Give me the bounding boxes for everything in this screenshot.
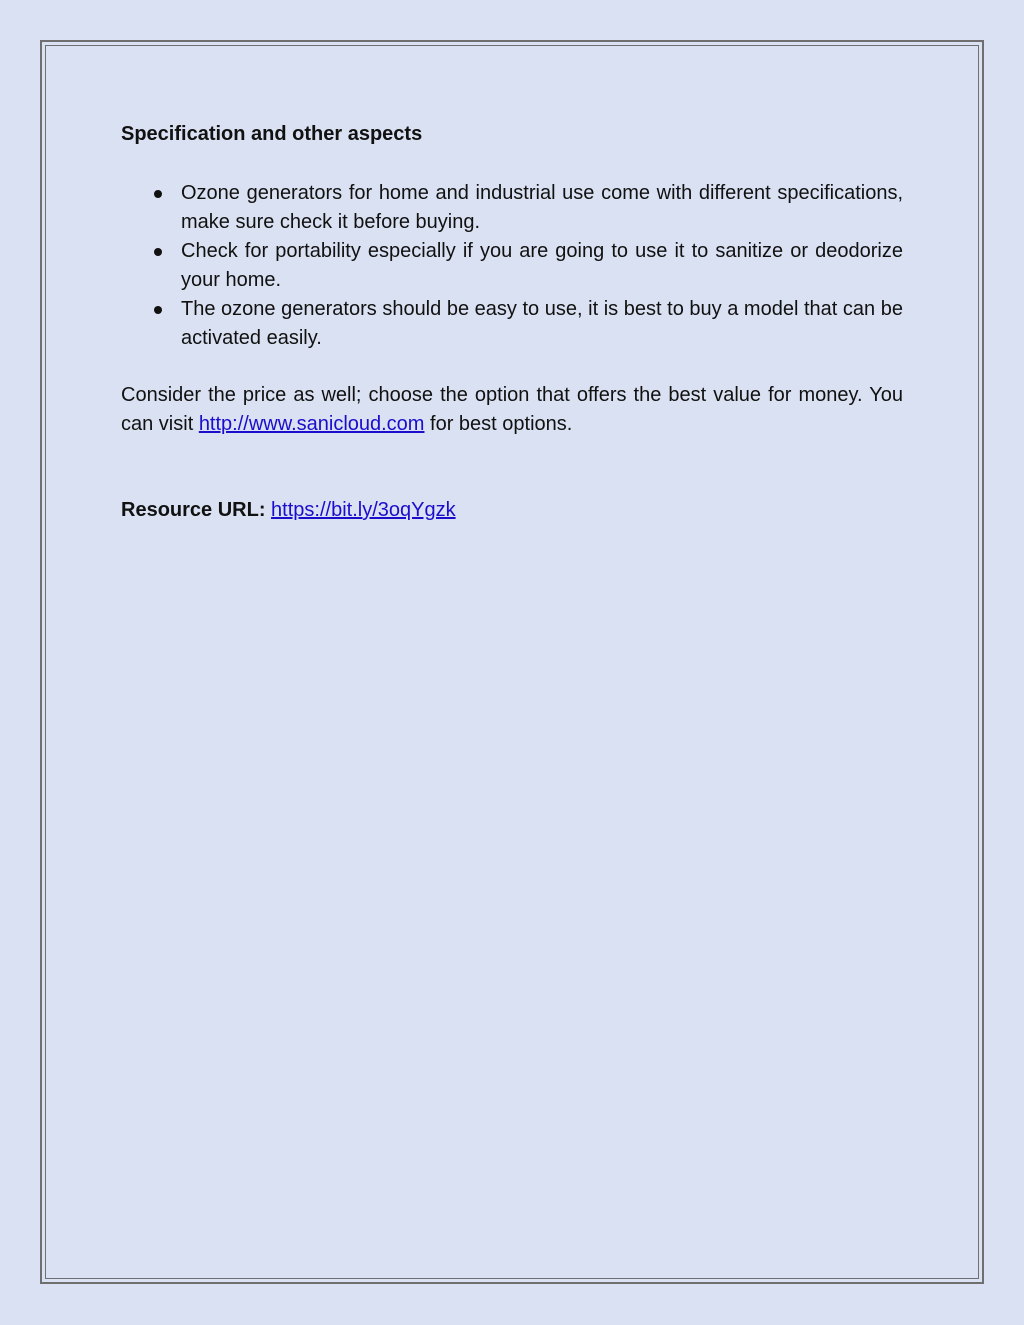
list-item (121, 237, 903, 295)
resource-label: Resource URL: (121, 499, 266, 521)
bullet-icon (154, 248, 162, 256)
list-item (121, 295, 903, 353)
list-item (121, 179, 903, 237)
price-paragraph (121, 381, 903, 439)
bullet-icon (154, 306, 162, 314)
list-item-text: Ozone generators for home and industrial use come with different specifications, make sure check it before buying. (181, 182, 903, 233)
section-heading: Specification and other aspects (121, 123, 423, 145)
resource-link[interactable]: https://bit.ly/3oqYgzk (271, 499, 456, 521)
resource-line (121, 496, 903, 525)
price-text: Consider the price as well; choose the option that offers the best value for money. (121, 384, 863, 406)
list-item-text: The ozone generators should be easy to use, it is best to buy a model that can be activated easily. (181, 298, 903, 349)
bullet-icon (154, 190, 162, 198)
document-content (121, 120, 903, 525)
visit-prefix: You can visit (121, 384, 903, 435)
sanicloud-link[interactable]: http://www.sanicloud.com (198, 413, 425, 435)
list-item-text: Check for portability especially if you are going to use it to sanitize or deodorize your home. (181, 240, 903, 291)
visit-suffix: for best options. (430, 413, 573, 435)
spec-bullet-list (121, 179, 903, 353)
